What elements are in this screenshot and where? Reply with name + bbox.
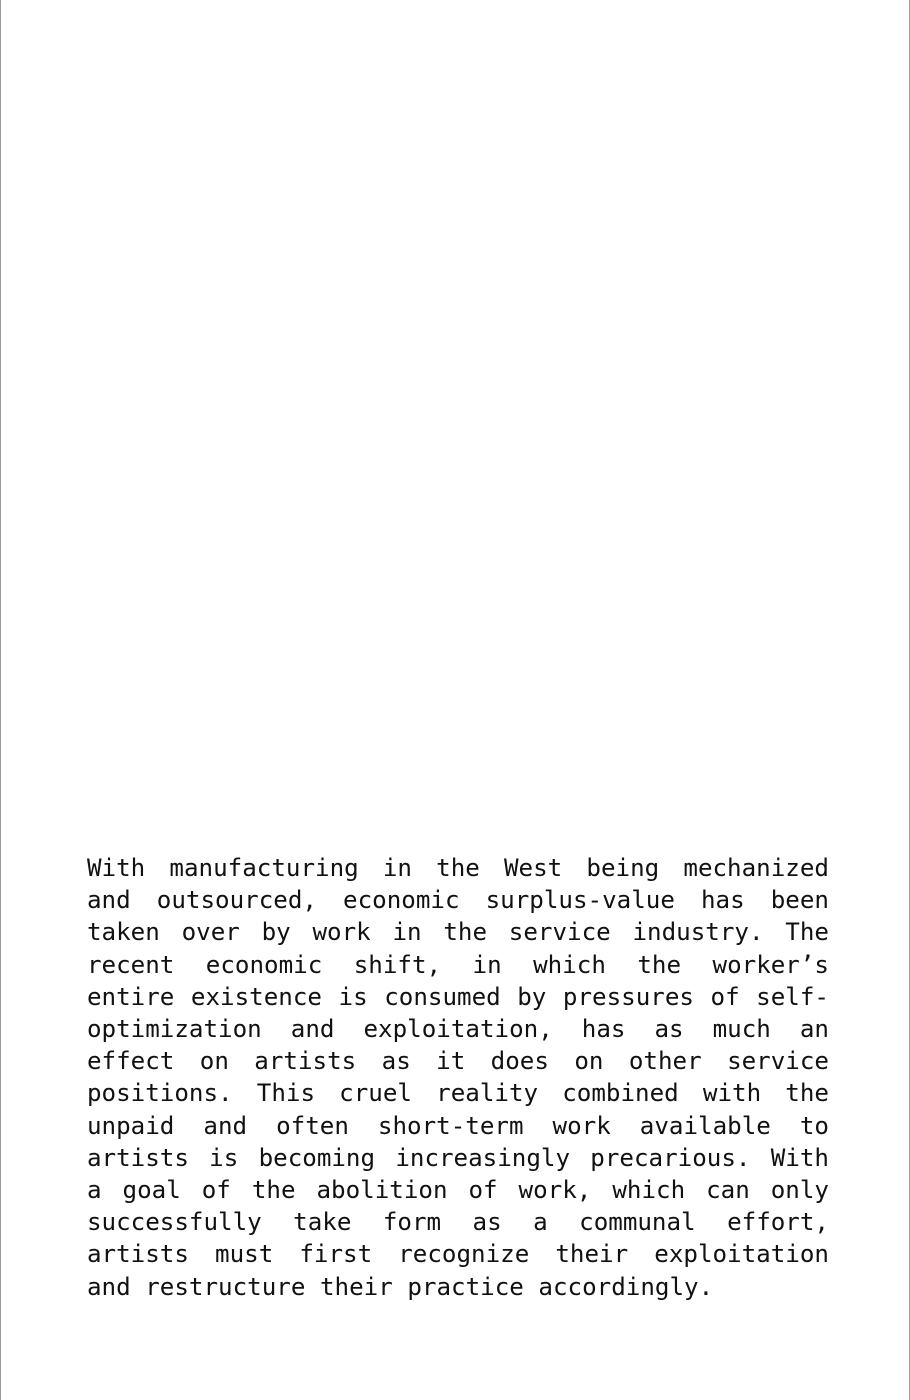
- body-paragraph: With manufacturing in the West being mechanized and outsourced, economic surplus-value has been taken over by work in the service industry. The recent economic shift, in which the worker’s entire existence is consumed by pressures of self-optimization and exploitation, has as much an effect on artists as it does on other service positions. This cruel reality combined with the unpaid and often short-term work available to artists is becoming increasingly precarious. With a goal of the abolition of work, which can only successfully take form as a communal effort, artists must first recognize their exploitation and restructure their practice accordingly.: [87, 854, 829, 1301]
